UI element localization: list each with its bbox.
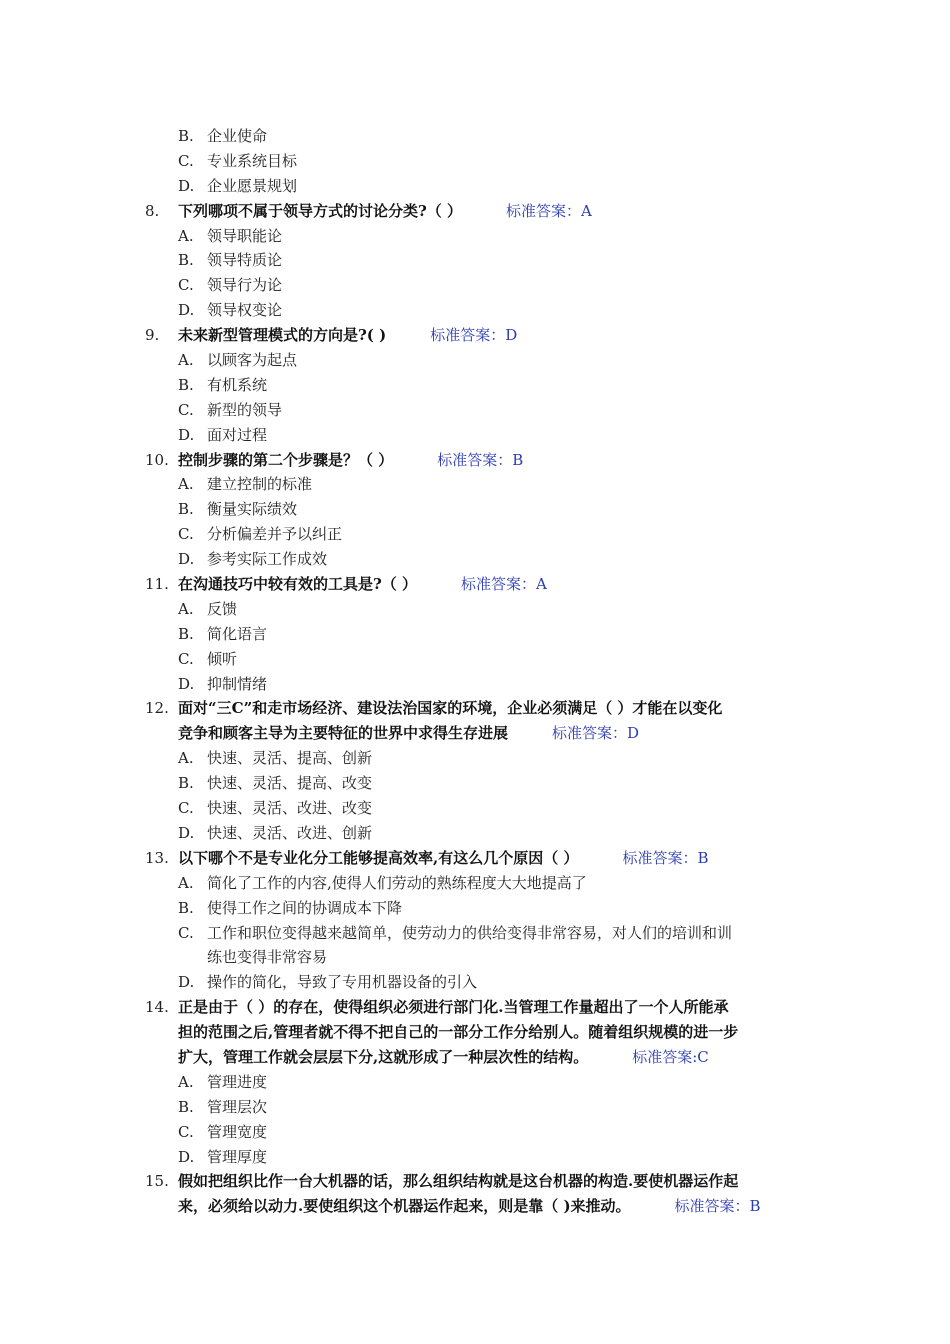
option-continuation-line (0, 945, 950, 970)
option (178, 1070, 267, 1095)
option (178, 273, 282, 298)
option (178, 896, 402, 921)
option (178, 348, 297, 373)
option-text: 练也变得非常容易 (207, 948, 328, 967)
option-line (0, 547, 950, 572)
option (178, 622, 267, 647)
option-letter: C. (178, 1122, 194, 1141)
option-letter: B. (178, 1097, 194, 1116)
option-line (0, 821, 950, 846)
option-text: 管理厚度 (207, 1147, 268, 1166)
option-letter: C. (178, 400, 194, 419)
option (178, 597, 237, 622)
question-text (178, 448, 523, 473)
option-text: 领导行为论 (207, 276, 283, 295)
option (178, 174, 297, 199)
option-letter: A. (178, 749, 194, 768)
question-line (0, 846, 950, 871)
option-text: 领导职能论 (207, 226, 283, 245)
option-line (0, 1120, 950, 1145)
option-letter: A. (178, 351, 194, 370)
question-text (178, 323, 517, 348)
option-letter: B. (178, 898, 194, 917)
option-letter: C. (178, 525, 194, 544)
question-number: 9. (145, 326, 160, 345)
option-line (0, 398, 950, 423)
option-letter: A. (178, 226, 194, 245)
question-text (178, 1194, 761, 1219)
option-text: 企业使命 (207, 127, 268, 145)
question-text-content: 竞争和顾客主导为主要特征的世界中求得生存进展 (178, 724, 509, 743)
question-text (178, 1169, 738, 1194)
question-line (0, 995, 950, 1020)
question-text (178, 721, 639, 746)
question-continuation-line (0, 721, 950, 746)
option-letter: C. (178, 923, 194, 942)
option (178, 547, 327, 572)
option (178, 497, 297, 522)
question-line (0, 199, 950, 224)
question-text (178, 696, 722, 721)
option-text: 建立控制的标准 (207, 475, 313, 494)
question-text (178, 995, 728, 1020)
question-text (178, 199, 592, 224)
option (178, 298, 282, 323)
option-letter: C. (178, 151, 194, 170)
option (178, 796, 372, 821)
option (178, 224, 282, 249)
option-line (0, 796, 950, 821)
option (178, 522, 342, 547)
question-line (0, 696, 950, 721)
option-line (0, 124, 950, 149)
question-text-content: 正是由于（ ）的存在，使得组织必须进行部门化.当管理工作量超出了一个人所能承 (178, 998, 729, 1017)
question-text (178, 1045, 709, 1070)
option (178, 647, 237, 672)
option-letter: C. (178, 649, 194, 668)
option-line (0, 896, 950, 921)
option-text: 新型的领导 (207, 400, 283, 419)
option (178, 672, 267, 697)
question-text-content: 来，必须给以动力.要使组织这个机器运作起来，则是靠（ )来推动。 (178, 1197, 631, 1216)
option-letter: D. (178, 425, 195, 444)
option-text: 领导权变论 (207, 301, 283, 320)
option-line (0, 871, 950, 896)
option-line (0, 149, 950, 174)
option-line (0, 647, 950, 672)
question-text-content: 面对“三C”和走市场经济、建设法治国家的环境，企业必须满足（ ）才能在以变化 (178, 699, 723, 718)
option-line (0, 298, 950, 323)
question-line (0, 1169, 950, 1194)
option-letter: B. (178, 375, 194, 394)
question-text-content: 未来新型管理模式的方向是?( ) (178, 326, 387, 345)
question-line (0, 323, 950, 348)
question-text-content: 扩大，管理工作就会层层下分,这就形成了一种层次性的结构。 (178, 1047, 589, 1066)
option-letter: D. (178, 550, 195, 569)
standard-answer: 标准答案：B (674, 1197, 761, 1216)
option-text: 反馈 (207, 599, 238, 618)
option (178, 373, 267, 398)
option-line (0, 497, 950, 522)
option-line (0, 423, 950, 448)
question-number: 15. (145, 1172, 169, 1191)
question-number: 8. (145, 201, 160, 220)
option-letter: A. (178, 475, 194, 494)
option-text: 倾听 (207, 649, 238, 668)
option-letter: C. (178, 276, 194, 295)
question-text-content: 假如把组织比作一台大机器的话，那么组织结构就是这台机器的构造.要使机器运作起 (178, 1172, 739, 1191)
question-number: 10. (145, 450, 169, 469)
option (178, 1095, 267, 1120)
question-text-content: 控制步骤的第二个步骤是？（ ） (178, 450, 394, 469)
option-text: 领导特质论 (207, 251, 283, 270)
option-text: 有机系统 (207, 375, 268, 394)
question-text-content: 在沟通技巧中较有效的工具是?（ ） (178, 575, 418, 594)
option (178, 149, 297, 174)
option-letter: D. (178, 176, 195, 195)
option (178, 398, 282, 423)
option-line (0, 622, 950, 647)
option-letter: D. (178, 674, 195, 693)
question-line (0, 572, 950, 597)
question-continuation-line (0, 1194, 950, 1219)
option-text: 面对过程 (207, 425, 268, 444)
option-text: 衡量实际绩效 (207, 500, 298, 519)
option-line (0, 248, 950, 273)
option-line (0, 472, 950, 497)
option-letter: A. (178, 1072, 194, 1091)
question-text-content: 担的范围之后,管理者就不得不把自己的一部分工作分给别人。随着组织规模的进一步 (178, 1023, 739, 1042)
option-text: 管理进度 (207, 1072, 268, 1091)
standard-answer: 标准答案：A (461, 575, 547, 594)
option-line (0, 174, 950, 199)
option-text: 快速、灵活、改进、创新 (207, 823, 373, 842)
question-text-content: 下列哪项不属于领导方式的讨论分类?（ ） (178, 201, 463, 220)
question-number: 13. (145, 848, 169, 867)
option-text: 企业愿景规划 (207, 176, 298, 195)
option-text: 专业系统目标 (207, 151, 298, 170)
option-line (0, 771, 950, 796)
option-letter: C. (178, 799, 194, 818)
standard-answer: 标准答案:C (632, 1047, 709, 1066)
option-line (0, 224, 950, 249)
option (178, 1145, 267, 1170)
option-line (0, 746, 950, 771)
option-letter: D. (178, 823, 195, 842)
option-letter: D. (178, 301, 195, 320)
option (178, 472, 312, 497)
option-line (0, 373, 950, 398)
option-line (0, 348, 950, 373)
option-letter: B. (178, 774, 194, 793)
option (178, 921, 732, 946)
option (178, 1120, 267, 1145)
option-text: 使得工作之间的协调成本下降 (207, 898, 403, 917)
standard-answer: 标准答案：D (552, 724, 640, 743)
option (178, 970, 477, 995)
document-page (0, 124, 950, 1219)
question-number: 12. (145, 699, 169, 718)
question-continuation-line (0, 1045, 950, 1070)
standard-answer: 标准答案：B (437, 450, 524, 469)
option-text: 管理宽度 (207, 1122, 268, 1141)
option-letter: B. (178, 500, 194, 519)
standard-answer: 标准答案：D (430, 326, 518, 345)
option-text: 简化语言 (207, 624, 268, 643)
question-number: 14. (145, 998, 169, 1017)
option-letter: B. (178, 251, 194, 270)
option-letter: D. (178, 1147, 195, 1166)
option-text: 快速、灵活、改进、改变 (207, 799, 373, 818)
option-text: 分析偏差并予以纠正 (207, 525, 343, 544)
option-letter: B. (178, 624, 194, 643)
option-line (0, 921, 950, 946)
option-line (0, 522, 950, 547)
question-continuation-line (0, 1020, 950, 1045)
option-letter: D. (178, 973, 195, 992)
option (178, 248, 282, 273)
question-text-content: 以下哪个不是专业化分工能够提高效率,有这么几个原因（ ） (178, 848, 579, 867)
option-text: 简化了工作的内容,使得人们劳动的熟练程度大大地提高了 (207, 873, 587, 892)
option-line (0, 597, 950, 622)
option-text: 操作的简化，导致了专用机器设备的引入 (207, 973, 478, 992)
question-text (178, 846, 708, 871)
option-line (0, 672, 950, 697)
option-text: 参考实际工作成效 (207, 550, 328, 569)
option-text: 快速、灵活、提高、改变 (207, 774, 373, 793)
option (178, 771, 372, 796)
option-line (0, 273, 950, 298)
option-text: 抑制情绪 (207, 674, 268, 693)
option-line (0, 1145, 950, 1170)
option-line (0, 1095, 950, 1120)
option (178, 821, 372, 846)
option-line (0, 1070, 950, 1095)
standard-answer: 标准答案：A (506, 201, 592, 220)
option-letter: A. (178, 599, 194, 618)
question-text (178, 572, 547, 597)
option-line (0, 970, 950, 995)
option (178, 945, 327, 970)
option-text: 管理层次 (207, 1097, 268, 1116)
question-number: 11. (145, 575, 169, 594)
question-line (0, 448, 950, 473)
option (178, 423, 267, 448)
option-letter: A. (178, 873, 194, 892)
option-text: 以顾客为起点 (207, 351, 298, 370)
option-text: 快速、灵活、提高、创新 (207, 749, 373, 768)
option-letter: B. (178, 127, 194, 145)
standard-answer: 标准答案：B (622, 848, 709, 867)
option (178, 746, 372, 771)
option (178, 871, 587, 896)
option (178, 124, 267, 149)
option-text: 工作和职位变得越来越简单，使劳动力的供给变得非常容易，对人们的培训和训 (207, 923, 733, 942)
question-text (178, 1020, 738, 1045)
